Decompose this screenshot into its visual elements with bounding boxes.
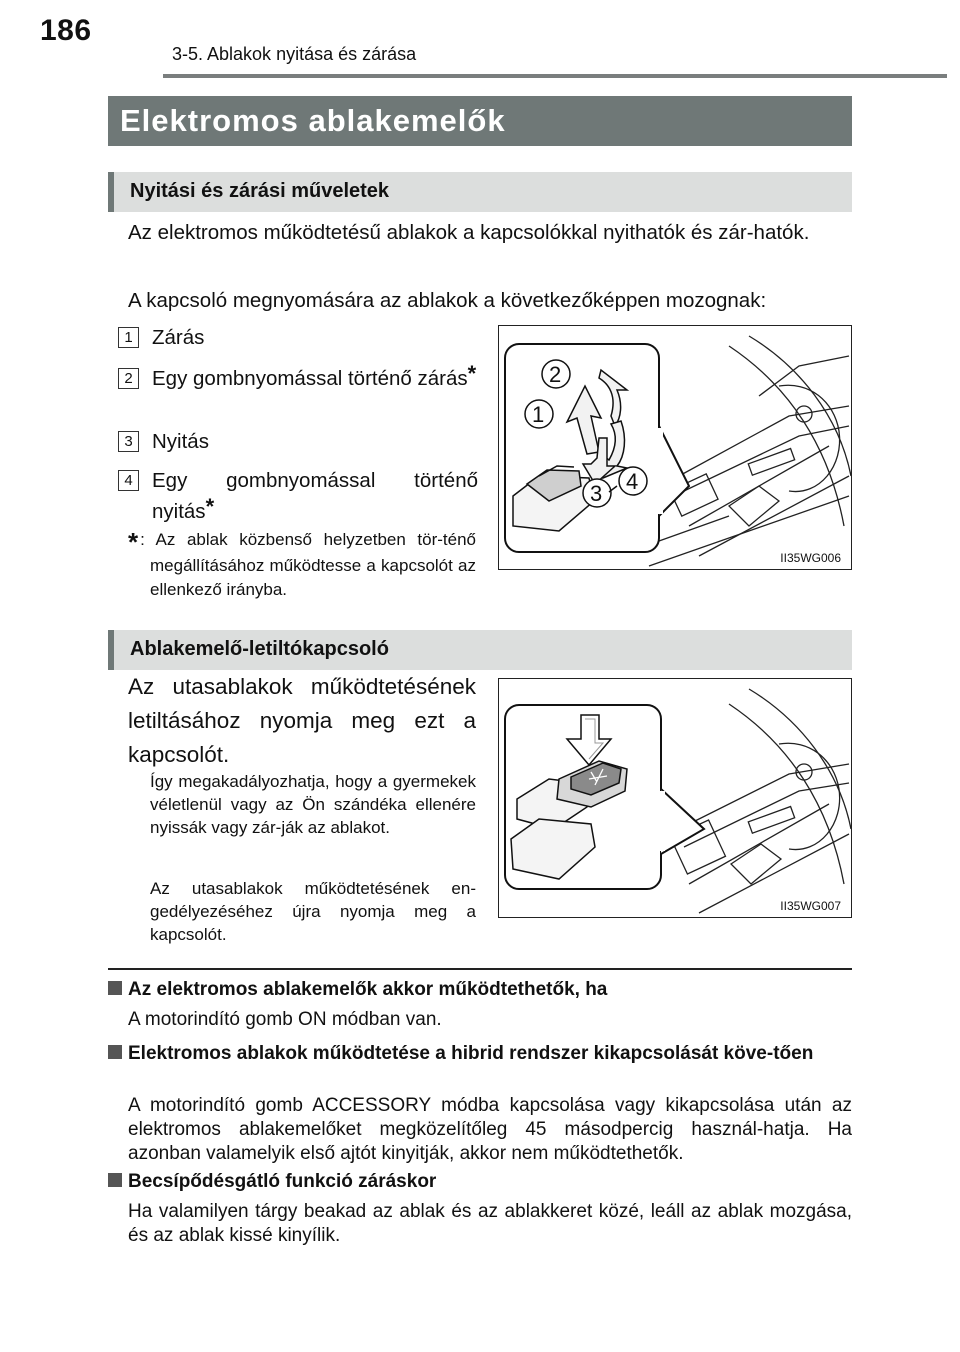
asterisk: * <box>467 361 477 386</box>
square-bullet-icon <box>108 1045 122 1059</box>
figure-code: II35WG006 <box>780 551 841 565</box>
note-heading <box>108 978 852 1002</box>
header-rule <box>163 74 947 78</box>
footnote-asterisk: * <box>128 527 139 557</box>
window-switch-illustration <box>498 325 852 570</box>
note-body: Ha valamilyen tárgy beakad az ablak és az ablakkeret közé, leáll az ablak mozgása, és az ablak kissé kinyílik. <box>128 1201 852 1246</box>
note-heading <box>108 1042 852 1066</box>
footnote-text: : Az ablak közbenső helyzetben tör-ténő megállításához működtesse a kapcsolót az ellenkező irányba. <box>140 530 476 599</box>
footnote <box>128 528 476 602</box>
page-number: 186 <box>40 14 92 47</box>
item-text: Egy gombnyomással történő nyitás <box>152 469 478 523</box>
operation-item-auto-close <box>118 363 478 394</box>
asterisk: * <box>205 494 215 519</box>
note-heading <box>108 1170 852 1194</box>
item-text: Zárás <box>152 326 205 349</box>
note-body: A motorindító gomb ACCESSORY módba kapcsolása vagy kikapcsolása után az elektromos ablakemelőket megközelítőleg 45 másodpercig használ-hatja. Ha azonban valamelyik első ajtót kinyitják, akkor nem működtethetők. <box>128 1095 852 1164</box>
callout-3: 3 <box>590 481 603 506</box>
item-number: 3 <box>118 431 139 452</box>
callout-2: 2 <box>549 362 562 387</box>
figure-code: II35WG007 <box>780 899 841 913</box>
lock-switch-unlock-note: Az utasablakok működtetésének en-gedélyezéséhez újra nyomja meg a kapcsolót. <box>150 879 476 944</box>
section-title: Elektromos ablakemelők <box>108 96 852 146</box>
item-number: 1 <box>118 327 139 348</box>
divider <box>108 968 852 970</box>
item-text: Egy gombnyomással történő zárás <box>152 367 468 390</box>
lock-switch-illustration <box>498 678 852 918</box>
intro-paragraph-2: A kapcsoló megnyomására az ablakok a következőképpen mozognak: <box>128 289 767 312</box>
lock-switch-paragraph: Az utasablakok működtetésének letiltásához nyomja meg ezt a kapcsolót. <box>128 674 476 767</box>
note-heading-text: Becsípődésgátló funkció záráskor <box>128 1171 437 1192</box>
item-number: 4 <box>118 470 139 491</box>
callout-1: 1 <box>532 402 545 427</box>
operation-item-open <box>118 426 478 457</box>
lock-switch-note: Így megakadályozhatja, hogy a gyermekek véletlenül vagy az Ön szándéka ellenére nyissák vagy zár-ják az ablakot. <box>150 772 476 837</box>
operation-item-auto-open <box>118 465 478 527</box>
subsection-heading-open-close: Nyitási és zárási műveletek <box>108 172 852 212</box>
square-bullet-icon <box>108 1173 122 1187</box>
square-bullet-icon <box>108 981 122 995</box>
note-heading-text: Az elektromos ablakemelők akkor működtethetők, ha <box>128 979 608 1000</box>
note-body: A motorindító gomb ON módban van. <box>128 1009 442 1030</box>
intro-paragraph: Az elektromos működtetésű ablakok a kapcsolókkal nyithatók és zár-hatók. <box>128 221 810 244</box>
running-header: 3-5. Ablakok nyitása és zárása <box>172 44 417 64</box>
operation-item-close <box>118 322 478 353</box>
item-text: Nyitás <box>152 430 209 453</box>
note-heading-text: Elektromos ablakok működtetése a hibrid rendszer kikapcsolását köve-tően <box>128 1043 814 1064</box>
item-number: 2 <box>118 368 139 389</box>
lock-switch-drawing <box>499 679 852 918</box>
door-panel-drawing <box>499 326 852 570</box>
callout-4: 4 <box>626 469 639 494</box>
subsection-heading-lock-switch: Ablakemelő-letiltókapcsoló <box>108 630 852 670</box>
